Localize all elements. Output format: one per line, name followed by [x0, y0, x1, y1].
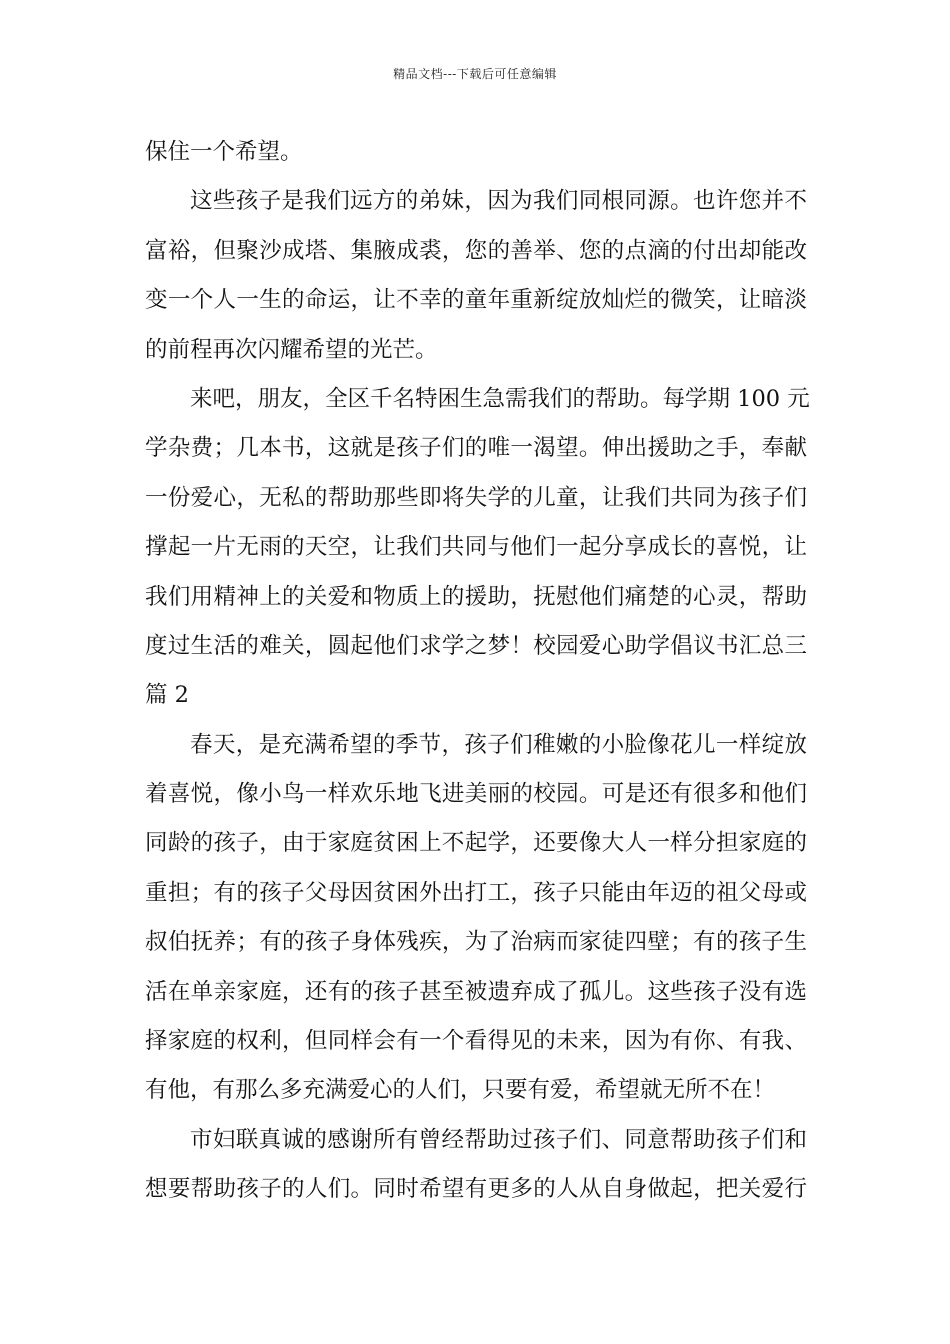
- text-line: 富裕，但聚沙成塔、集腋成裘，您的善举、您的点滴的付出却能改: [145, 237, 807, 264]
- text-line: 学杂费；几本书，这就是孩子们的唯一渴望。伸出援助之手，奉献: [145, 435, 807, 462]
- text-line: 一份爱心，无私的帮助那些即将失学的儿童，让我们共同为孩子们: [145, 484, 807, 511]
- text-line: 春天，是充满希望的季节，孩子们稚嫩的小脸像花儿一样绽放: [190, 731, 807, 758]
- text-line: 重担；有的孩子父母因贫困外出打工，孩子只能由年迈的祖父母或: [145, 879, 807, 906]
- text-line: 保住一个希望。: [145, 139, 303, 165]
- document-body: [145, 128, 810, 1215]
- text-line: 这些孩子是我们远方的弟妹，因为我们同根同源。也许您并不: [190, 188, 807, 215]
- text-line: 市妇联真诚的感谢所有曾经帮助过孩子们、同意帮助孩子们和: [190, 1126, 807, 1153]
- text-line: 撑起一片无雨的天空，让我们共同与他们一起分享成长的喜悦，让: [145, 534, 807, 561]
- text-line: 变一个人一生的命运，让不幸的童年重新绽放灿烂的微笑，让暗淡: [145, 287, 807, 314]
- page-header: 精品文档---下载后可任意编辑: [393, 67, 557, 81]
- text-line: 有他，有那么多充满爱心的人们，只要有爱，希望就无所不在！: [145, 1077, 776, 1104]
- text-line: 叔伯抚养；有的孩子身体残疾，为了治病而家徒四壁；有的孩子生: [145, 929, 807, 956]
- text-line: 度过生活的难关，圆起他们求学之梦！校园爱心助学倡议书汇总三: [145, 632, 807, 659]
- text-line: 篇 2: [145, 682, 189, 709]
- text-line: 的前程再次闪耀希望的光芒。: [145, 336, 438, 363]
- text-line: 来吧，朋友，全区千名特困生急需我们的帮助。每学期 100 元: [190, 385, 810, 412]
- text-line: 择家庭的权利，但同样会有一个看得见的未来，因为有你、有我、: [145, 1028, 807, 1055]
- text-line: 同龄的孩子，由于家庭贫困上不起学，还要像大人一样分担家庭的: [145, 830, 807, 857]
- text-line: 活在单亲家庭，还有的孩子甚至被遗弃成了孤儿。这些孩子没有选: [145, 978, 807, 1005]
- text-line: 想要帮助孩子的人们。同时希望有更多的人从自身做起，把关爱行: [145, 1176, 807, 1203]
- text-line: 着喜悦，像小鸟一样欢乐地飞进美丽的校园。可是还有很多和他们: [145, 781, 807, 808]
- text-line: 我们用精神上的关爱和物质上的援助，抚慰他们痛楚的心灵，帮助: [145, 583, 807, 610]
